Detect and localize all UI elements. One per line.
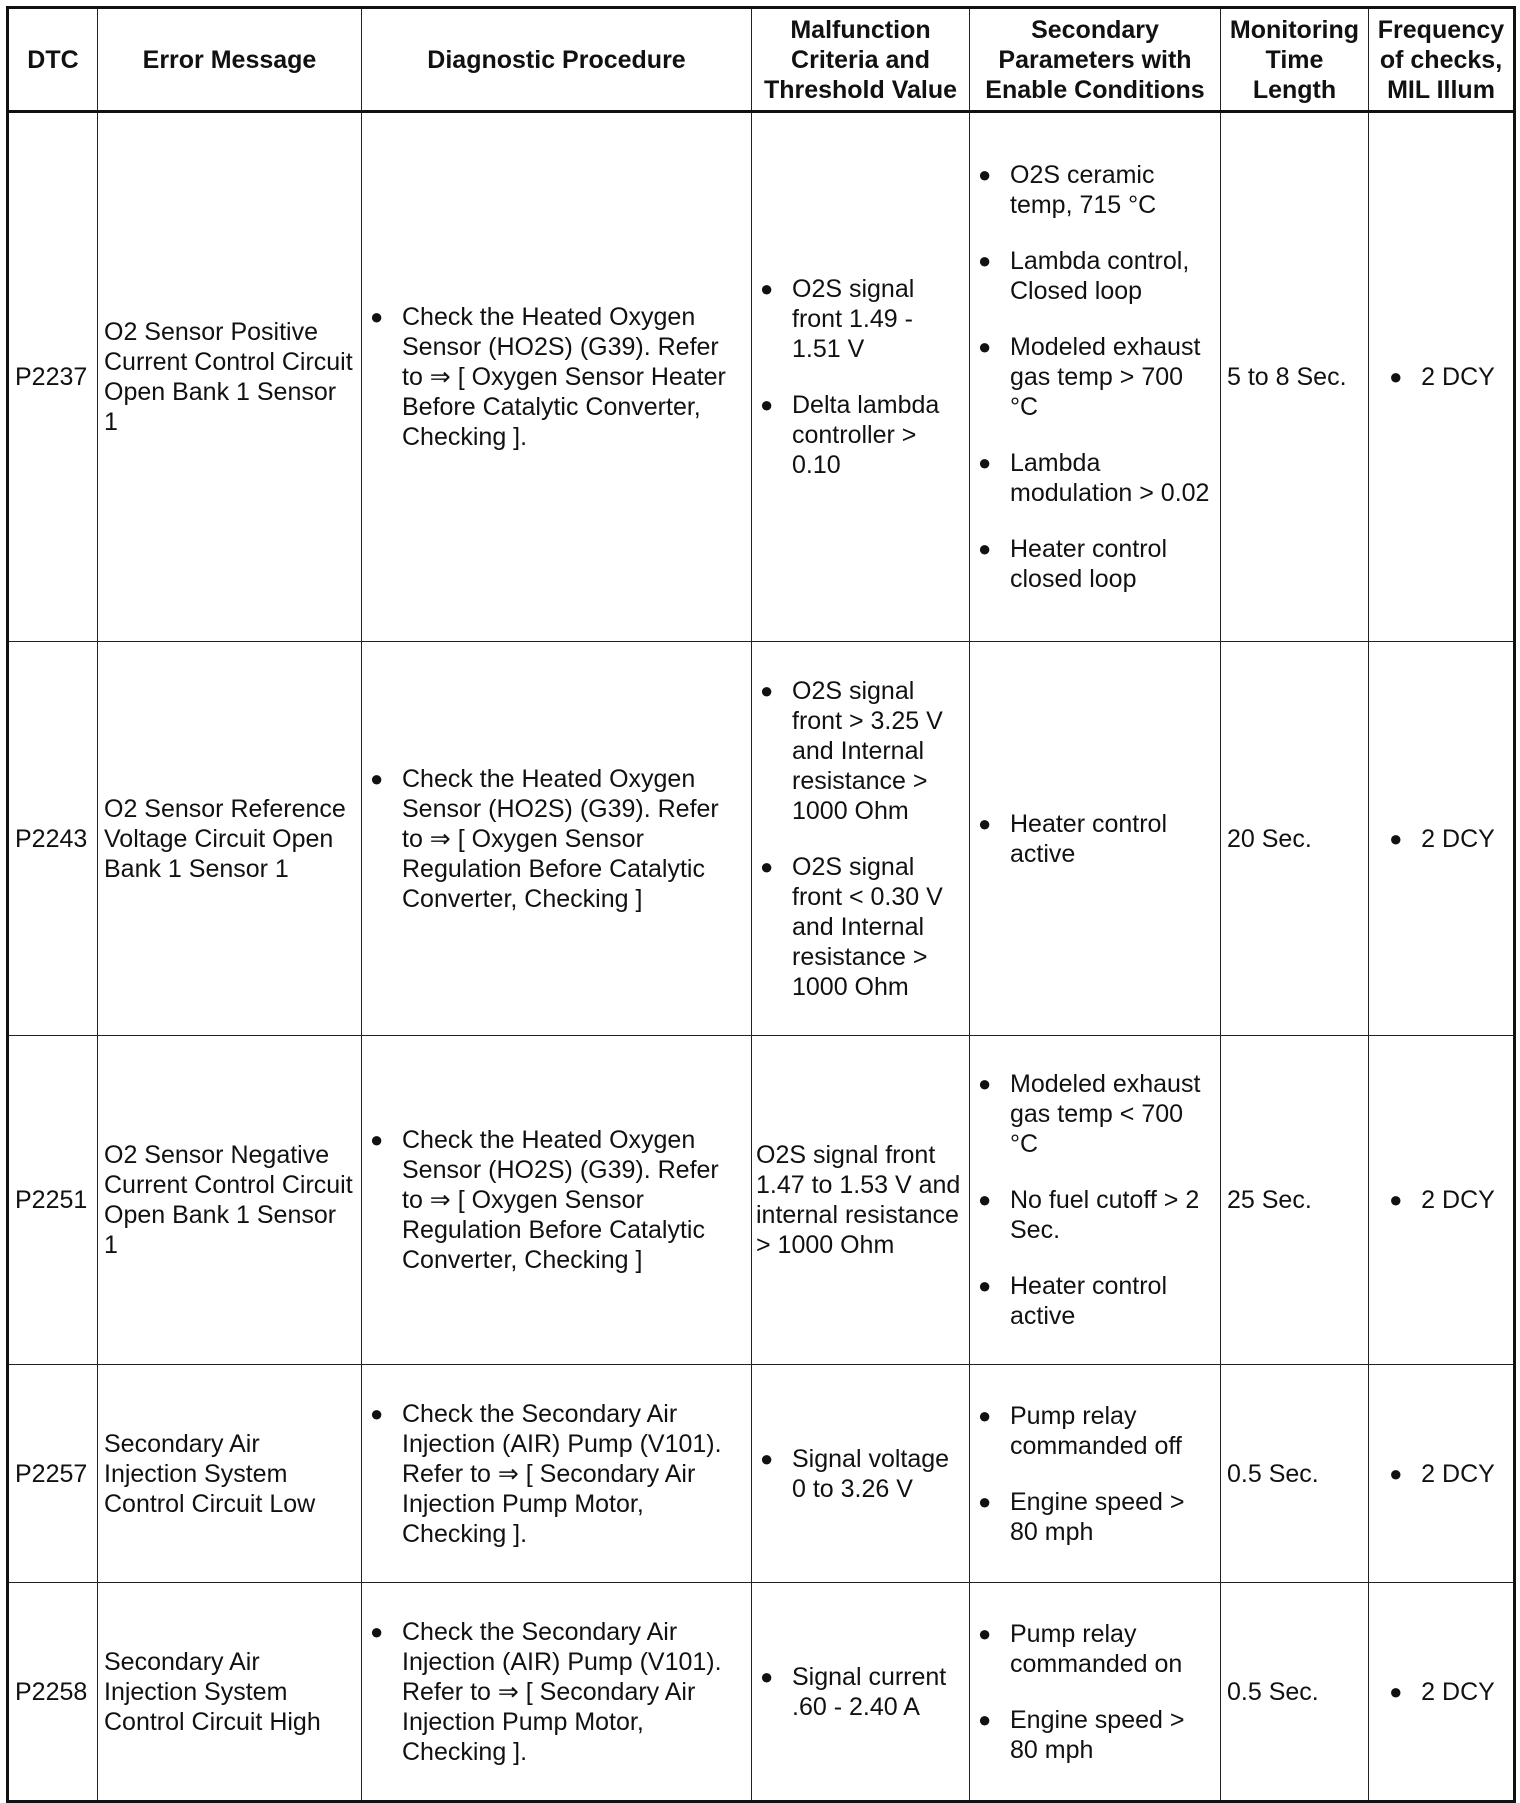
secondary-parameter-item: ● Lambda control, Closed loop bbox=[976, 246, 1214, 306]
monitoring-time: 0.5 Sec. bbox=[1221, 1365, 1369, 1583]
table-row bbox=[8, 642, 1515, 1036]
frequency-item: ● 2 DCY bbox=[1387, 1185, 1495, 1215]
procedure-list bbox=[368, 1617, 745, 1767]
malfunction-criteria-cell bbox=[752, 112, 970, 642]
frequency-list bbox=[1387, 1677, 1495, 1707]
frequency-list bbox=[1387, 824, 1495, 854]
frequency-list bbox=[1387, 362, 1495, 392]
secondary-parameter-list bbox=[976, 1619, 1214, 1765]
secondary-parameter-item: ● Lambda modulation > 0.02 bbox=[976, 448, 1214, 508]
secondary-parameters-cell bbox=[970, 1036, 1221, 1365]
criteria-list bbox=[758, 676, 963, 1002]
secondary-parameters-cell bbox=[970, 642, 1221, 1036]
table-row bbox=[8, 112, 1515, 642]
frequency-item: ● 2 DCY bbox=[1387, 1677, 1495, 1707]
error-message: O2 Sensor Reference Voltage Circuit Open Bank 1 Sensor 1 bbox=[98, 642, 362, 1036]
criteria-list bbox=[758, 1662, 963, 1722]
malfunction-criteria-cell bbox=[752, 1583, 970, 1802]
secondary-parameter-item: ● Heater control active bbox=[976, 809, 1214, 869]
secondary-parameter-list bbox=[976, 809, 1214, 869]
table-row bbox=[8, 1036, 1515, 1365]
header-malfunction-criteria: Malfunction Criteria and Threshold Value bbox=[752, 8, 970, 112]
monitoring-time: 25 Sec. bbox=[1221, 1036, 1369, 1365]
dtc-code: P2258 bbox=[8, 1583, 98, 1802]
frequency-cell bbox=[1369, 1036, 1515, 1365]
secondary-parameter-item: ● Heater control active bbox=[976, 1271, 1214, 1331]
secondary-parameter-item: ● No fuel cutoff > 2 Sec. bbox=[976, 1185, 1214, 1245]
header-monitoring-time: Monitoring Time Length bbox=[1221, 8, 1369, 112]
secondary-parameter-list bbox=[976, 1069, 1214, 1331]
criteria-list bbox=[758, 274, 963, 480]
dtc-code: P2251 bbox=[8, 1036, 98, 1365]
table-row bbox=[8, 1583, 1515, 1802]
secondary-parameter-list bbox=[976, 160, 1214, 594]
header-dtc: DTC bbox=[8, 8, 98, 112]
secondary-parameter-item: ● Pump relay commanded off bbox=[976, 1401, 1214, 1461]
frequency-cell bbox=[1369, 112, 1515, 642]
secondary-parameter-list bbox=[976, 1401, 1214, 1547]
frequency-cell bbox=[1369, 1365, 1515, 1583]
secondary-parameter-item: ● Engine speed > 80 mph bbox=[976, 1487, 1214, 1547]
frequency-item: ● 2 DCY bbox=[1387, 362, 1495, 392]
secondary-parameters-cell bbox=[970, 112, 1221, 642]
header-secondary-parameters: Secondary Parameters with Enable Conditions bbox=[970, 8, 1221, 112]
dtc-code: P2257 bbox=[8, 1365, 98, 1583]
frequency-list bbox=[1387, 1459, 1495, 1489]
dtc-code: P2243 bbox=[8, 642, 98, 1036]
secondary-parameters-cell bbox=[970, 1365, 1221, 1583]
procedure-item: ● Check the Secondary Air Injection (AIR) Pump (V101). Refer to ⇒ [ Secondary Air Injection Pump Motor, Checking ]. bbox=[368, 1617, 745, 1767]
frequency-list bbox=[1387, 1185, 1495, 1215]
monitoring-time: 5 to 8 Sec. bbox=[1221, 112, 1369, 642]
dtc-table bbox=[6, 6, 1516, 1803]
procedure-list bbox=[368, 1399, 745, 1549]
criteria-item: ● O2S signal front > 3.25 V and Internal resistance > 1000 Ohm bbox=[758, 676, 963, 826]
malfunction-criteria-cell bbox=[752, 1036, 970, 1365]
header-diagnostic-procedure: Diagnostic Procedure bbox=[362, 8, 752, 112]
malfunction-criteria-cell bbox=[752, 1365, 970, 1583]
procedure-item: ● Check the Heated Oxygen Sensor (HO2S) (G39). Refer to ⇒ [ Oxygen Sensor Regulation Before Catalytic Converter, Checking ] bbox=[368, 764, 745, 914]
secondary-parameter-item: ● Pump relay commanded on bbox=[976, 1619, 1214, 1679]
monitoring-time: 0.5 Sec. bbox=[1221, 1583, 1369, 1802]
header-frequency: Frequency of checks, MIL Illum bbox=[1369, 8, 1515, 112]
frequency-cell bbox=[1369, 642, 1515, 1036]
monitoring-time: 20 Sec. bbox=[1221, 642, 1369, 1036]
procedure-item: ● Check the Secondary Air Injection (AIR) Pump (V101). Refer to ⇒ [ Secondary Air Injection Pump Motor, Checking ]. bbox=[368, 1399, 745, 1549]
diagnostic-procedure-cell bbox=[362, 642, 752, 1036]
secondary-parameter-item: ● Modeled exhaust gas temp > 700 °C bbox=[976, 332, 1214, 422]
error-message: O2 Sensor Positive Current Control Circuit Open Bank 1 Sensor 1 bbox=[98, 112, 362, 642]
procedure-list bbox=[368, 302, 745, 452]
error-message: Secondary Air Injection System Control Circuit Low bbox=[98, 1365, 362, 1583]
dtc-code: P2237 bbox=[8, 112, 98, 642]
secondary-parameters-cell bbox=[970, 1583, 1221, 1802]
secondary-parameter-item: ● Engine speed > 80 mph bbox=[976, 1705, 1214, 1765]
procedure-list bbox=[368, 764, 745, 914]
header-error-message: Error Message bbox=[98, 8, 362, 112]
diagnostic-procedure-cell bbox=[362, 1036, 752, 1365]
criteria-item: ● Signal voltage 0 to 3.26 V bbox=[758, 1444, 963, 1504]
criteria-item: ● Delta lambda controller > 0.10 bbox=[758, 390, 963, 480]
header-row bbox=[8, 8, 1515, 112]
error-message: O2 Sensor Negative Current Control Circuit Open Bank 1 Sensor 1 bbox=[98, 1036, 362, 1365]
secondary-parameter-item: ● O2S ceramic temp, 715 °C bbox=[976, 160, 1214, 220]
procedure-item: ● Check the Heated Oxygen Sensor (HO2S) (G39). Refer to ⇒ [ Oxygen Sensor Heater Before Catalytic Converter, Checking ]. bbox=[368, 302, 745, 452]
diagnostic-procedure-cell bbox=[362, 112, 752, 642]
frequency-cell bbox=[1369, 1583, 1515, 1802]
error-message: Secondary Air Injection System Control Circuit High bbox=[98, 1583, 362, 1802]
criteria-item: ● O2S signal front < 0.30 V and Internal resistance > 1000 Ohm bbox=[758, 852, 963, 1002]
frequency-item: ● 2 DCY bbox=[1387, 1459, 1495, 1489]
secondary-parameter-item: ● Modeled exhaust gas temp < 700 °C bbox=[976, 1069, 1214, 1159]
procedure-item: ● Check the Heated Oxygen Sensor (HO2S) (G39). Refer to ⇒ [ Oxygen Sensor Regulation Before Catalytic Converter, Checking ] bbox=[368, 1125, 745, 1275]
criteria-item: ● Signal current .60 - 2.40 A bbox=[758, 1662, 963, 1722]
table-row bbox=[8, 1365, 1515, 1583]
diagnostic-procedure-cell bbox=[362, 1365, 752, 1583]
criteria-list bbox=[758, 1444, 963, 1504]
frequency-item: ● 2 DCY bbox=[1387, 824, 1495, 854]
criteria-item: ● O2S signal front 1.49 - 1.51 V bbox=[758, 274, 963, 364]
malfunction-criteria-cell bbox=[752, 642, 970, 1036]
secondary-parameter-item: ● Heater control closed loop bbox=[976, 534, 1214, 594]
criteria-text: O2S signal front 1.47 to 1.53 V and internal resistance > 1000 Ohm bbox=[756, 1141, 961, 1259]
procedure-list bbox=[368, 1125, 745, 1275]
diagnostic-procedure-cell bbox=[362, 1583, 752, 1802]
